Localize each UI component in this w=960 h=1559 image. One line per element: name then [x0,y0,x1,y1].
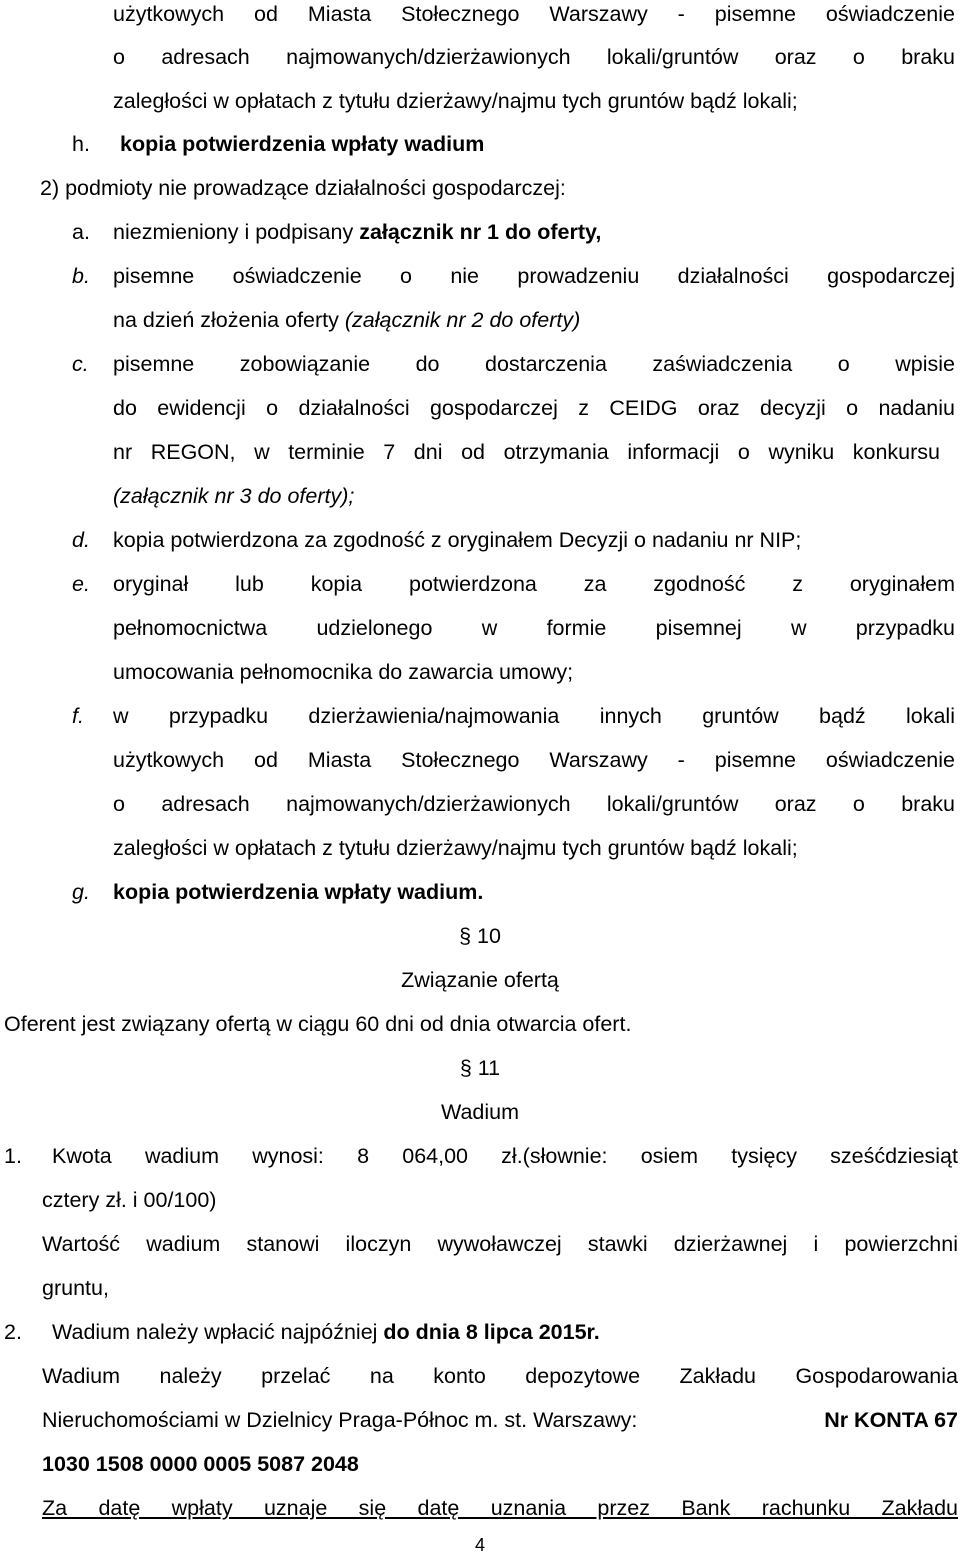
list-item-text [52,1318,600,1346]
list-item-text: Kwota wadium wynosi: 8 064,00 zł.(słownie: osiem tysięcy sześćdziesiąt [52,1144,958,1168]
list-item-text: w przypadku dzierżawienia/najmowania innych gruntów bądź lokali [113,704,955,728]
paragraph-title: Związanie ofertą [401,968,559,992]
item-text: Wadium należy wpłacić najpóźniej [52,1320,384,1344]
list-item-text [42,1406,958,1434]
list-item-text: gruntu, [42,1276,109,1300]
list-item-text: kopia potwierdzona za zgodność z oryginałem Decyzji o nadaniu nr NIP; [113,528,802,552]
list-item-text: oryginał lub kopia potwierdzona za zgodność z oryginałem [113,572,955,596]
list-item-text: Wadium należy przelać na konto depozytowe Zakładu Gospodarowania [42,1364,958,1388]
list-item-text: kopia potwierdzenia wpłaty wadium. [113,880,484,904]
account-number: 1030 1508 0000 0005 5087 2048 [42,1452,359,1476]
list-item-text: kopia potwierdzenia wpłaty wadium [120,132,485,156]
list-marker: 2. [4,1320,22,1344]
list-marker: g. [72,880,90,904]
list-item-text: nr REGON, w terminie 7 dni od otrzymania informacji o wyniku konkursu [113,440,940,464]
deadline-date: do dnia 8 lipca 2015r. [383,1320,600,1344]
list-marker: h. [72,132,90,156]
list-item-text: pisemne oświadczenie o nie prowadzeniu działalności gospodarczej [113,264,955,288]
page-number: 4 [474,1535,485,1555]
list-marker: d. [72,528,90,552]
list-item-text: zaległości w opłatach z tytułu dzierżawy/najmu tych gruntów bądź lokali; [113,836,798,860]
list-marker: c. [72,352,89,376]
list-marker: a. [72,220,90,244]
account-number-label: Nr KONTA 67 [824,1408,958,1432]
item-text: na dzień złożenia oferty [113,308,345,332]
list-line: użytkowych od Miasta Stołecznego Warszawy - pisemne oświadczenie [113,2,955,26]
list-marker: e. [72,572,90,596]
paragraph-text: Oferent jest związany ofertą w ciągu 60 dni od dnia otwarcia ofert. [4,1012,632,1036]
list-item-text: cztery zł. i 00/100) [42,1188,217,1212]
list-item-text: pisemne zobowiązanie do dostarczenia zaświadczenia o wpisie [113,352,955,376]
list-item-text [113,306,580,334]
paragraph-title: Wadium [440,1100,520,1124]
section-heading: 2) podmioty nie prowadzące działalności gospodarczej: [40,176,566,200]
item-bold: załącznik nr 1 do oferty, [359,220,602,244]
paragraph-number: § 10 [459,924,501,948]
list-item-text: umocowania pełnomocnika do zawarcia umowy; [113,660,574,684]
list-item-text: do ewidencji o działalności gospodarczej z CEIDG oraz decyzji o nadaniu [113,396,955,420]
item-text: Nieruchomościami w Dzielnicy Praga-Północ m. st. Warszawy: [42,1408,638,1432]
list-item-text: pełnomocnictwa udzielonego w formie pisemnej w przypadku [113,616,955,640]
list-item-text [113,218,601,246]
list-item-text: Za datę wpłaty uznaje się datę uznania przez Bank rachunku Zakładu [42,1496,958,1520]
paragraph-number: § 11 [459,1056,501,1080]
item-italic: (załącznik nr 2 do oferty) [344,308,581,332]
item-text: niezmieniony i podpisany [113,220,360,244]
list-marker: f. [72,704,84,728]
list-item-text: o adresach najmowanych/dzierżawionych lokali/gruntów oraz o braku [113,792,955,816]
list-item-text: użytkowych od Miasta Stołecznego Warszawy - pisemne oświadczenie [113,748,955,772]
list-line: zaległości w opłatach z tytułu dzierżawy/najmu tych gruntów bądź lokali; [113,89,798,113]
list-item-text: (załącznik nr 3 do oferty); [113,484,355,508]
list-line: o adresach najmowanych/dzierżawionych lokali/gruntów oraz o braku [113,45,955,69]
list-marker: b. [72,264,90,288]
list-item-text: Wartość wadium stanowi iloczyn wywoławczej stawki dzierżawnej i powierzchni [42,1232,958,1256]
list-marker: 1. [4,1144,22,1168]
